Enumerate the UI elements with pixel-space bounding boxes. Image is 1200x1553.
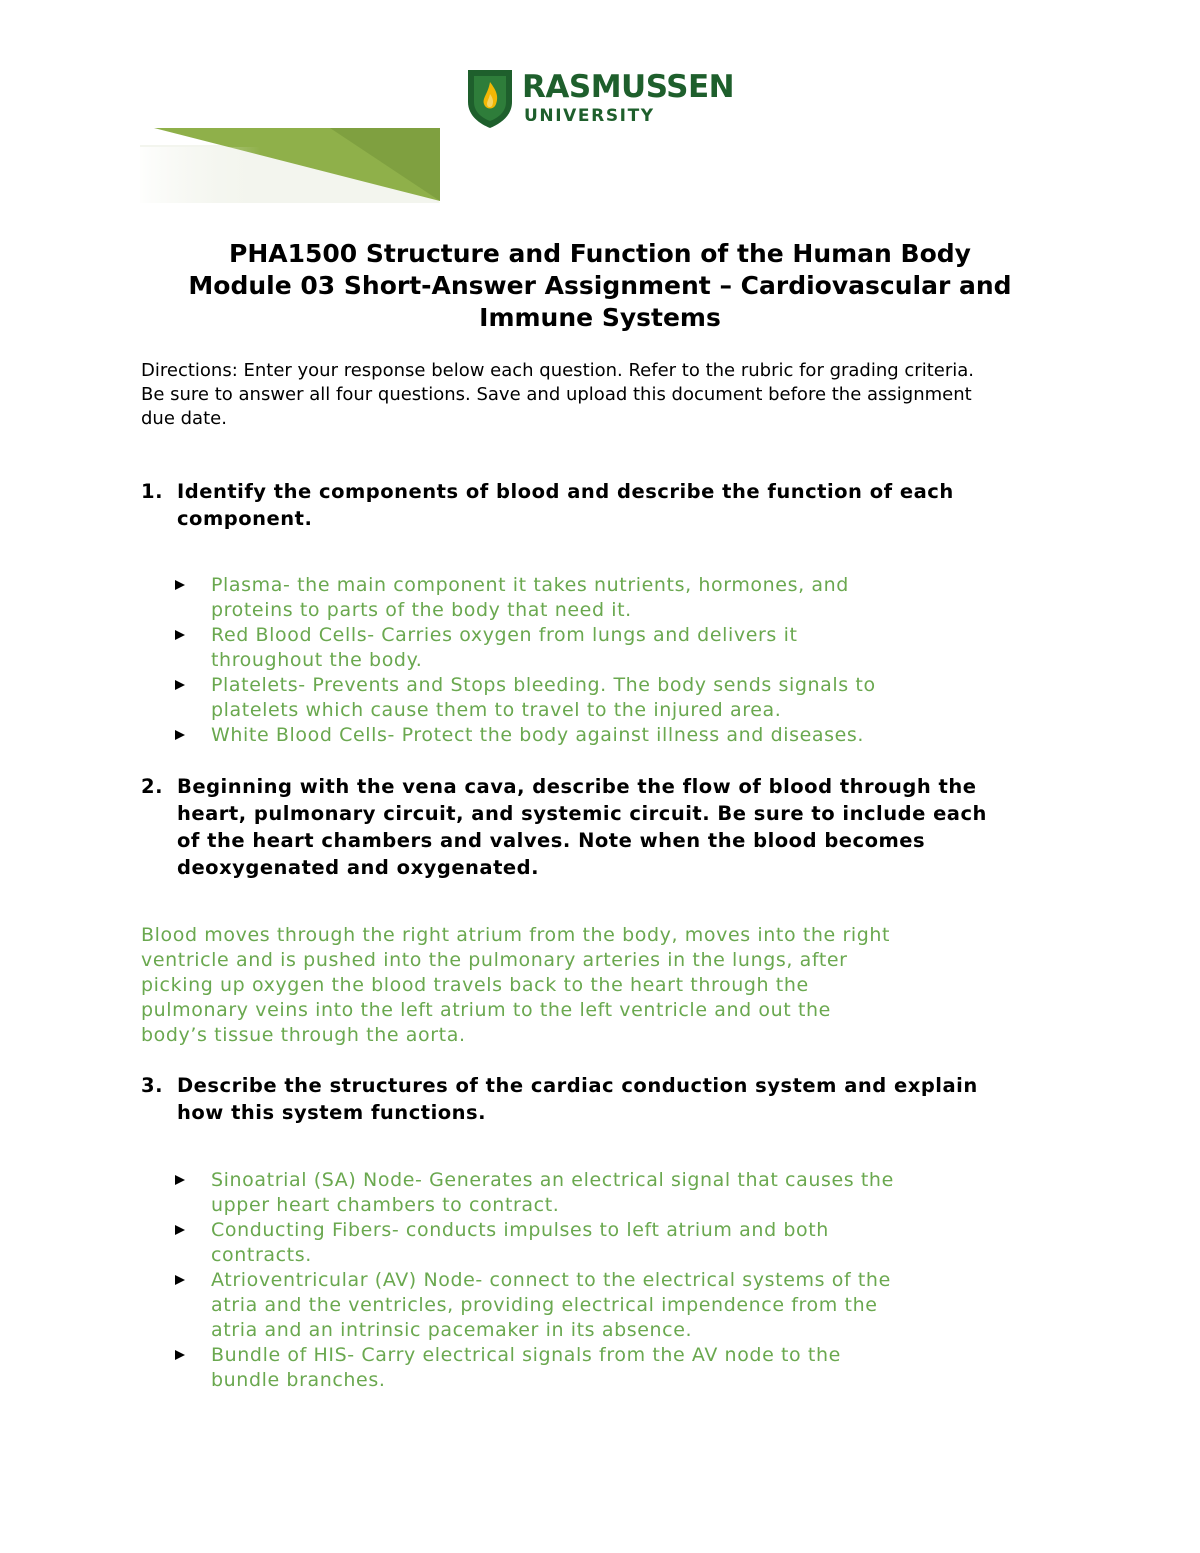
question-3: [141, 1072, 1061, 1126]
list-item: [141, 673, 1061, 723]
answer-line: Sinoatrial (SA) Node- Generates an electrical signal that causes the: [211, 1169, 894, 1191]
list-item: [141, 1343, 1061, 1393]
question-line: Beginning with the vena cava, describe the flow of blood through the: [177, 775, 977, 798]
answer-line: White Blood Cells- Protect the body against illness and diseases.: [211, 724, 865, 746]
logo-subtitle: UNIVERSITY: [524, 106, 655, 126]
bullet-icon: [175, 1349, 185, 1361]
directions-line: Be sure to answer all four questions. Save and upload this document before the assignment: [141, 384, 972, 405]
answer-line: Platelets- Prevents and Stops bleeding. The body sends signals to: [211, 674, 876, 696]
question-number: 3.: [141, 1074, 163, 1097]
question-line: heart, pulmonary circuit, and systemic circuit. Be sure to include each: [177, 802, 987, 825]
answer-line: Blood moves through the right atrium from the body, moves into the right: [141, 924, 891, 946]
question-line: component.: [177, 507, 313, 530]
question-2: [141, 773, 1061, 881]
answer-line: Red Blood Cells- Carries oxygen from lungs and delivers it: [211, 624, 798, 646]
question-line: how this system functions.: [177, 1101, 487, 1124]
answer-line: proteins to parts of the body that need it.: [211, 599, 632, 621]
shield-flame-icon: [466, 68, 514, 130]
list-item: [141, 1168, 1061, 1218]
question-1: [141, 478, 1061, 532]
answer-line: contracts.: [211, 1244, 312, 1266]
document-title: [130, 238, 1070, 334]
question-line: deoxygenated and oxygenated.: [177, 856, 540, 879]
bullet-icon: [175, 1274, 185, 1286]
answer-line: atria and the ventricles, providing electrical impendence from the: [211, 1294, 878, 1316]
question-line: Describe the structures of the cardiac conduction system and explain: [177, 1074, 978, 1097]
list-item: [141, 723, 1061, 748]
bullet-icon: [175, 579, 185, 591]
header-banner-graphic: [140, 125, 445, 207]
answer-line: body’s tissue through the aorta.: [141, 1024, 466, 1046]
answer-line: bundle branches.: [211, 1369, 386, 1391]
answer-line: Conducting Fibers- conducts impulses to left atrium and both: [211, 1219, 829, 1241]
answer-line: platelets which cause them to travel to the injured area.: [211, 699, 782, 721]
list-item: [141, 1218, 1061, 1268]
list-item: [141, 623, 1061, 673]
title-line: PHA1500 Structure and Function of the Human Body: [229, 239, 971, 268]
question-number: 1.: [141, 480, 163, 503]
answer-line: upper heart chambers to contract.: [211, 1194, 560, 1216]
answer-list-3: [141, 1168, 1061, 1393]
answer-line: Bundle of HIS- Carry electrical signals from the AV node to the: [211, 1344, 841, 1366]
answer-line: throughout the body.: [211, 649, 423, 671]
bullet-icon: [175, 629, 185, 641]
answer-line: ventricle and is pushed into the pulmonary arteries in the lungs, after: [141, 949, 848, 971]
answer-list-1: [141, 573, 1061, 748]
title-line: Immune Systems: [479, 303, 721, 332]
answer-line: picking up oxygen the blood travels back to the heart through the: [141, 974, 809, 996]
question-line: Identify the components of blood and describe the function of each: [177, 480, 954, 503]
bullet-icon: [175, 1224, 185, 1236]
list-item: [141, 1268, 1061, 1343]
answer-line: Plasma- the main component it takes nutrients, hormones, and: [211, 574, 849, 596]
answer-line: atria and an intrinsic pacemaker in its absence.: [211, 1319, 693, 1341]
directions: [141, 359, 1071, 431]
question-line: of the heart chambers and valves. Note when the blood becomes: [177, 829, 926, 852]
question-number: 2.: [141, 775, 163, 798]
logo-name: RASMUSSEN: [522, 69, 735, 105]
bullet-icon: [175, 1174, 185, 1186]
directions-line: due date.: [141, 408, 227, 429]
bullet-icon: [175, 679, 185, 691]
title-line: Module 03 Short-Answer Assignment – Cardiovascular and: [188, 271, 1012, 300]
bullet-icon: [175, 729, 185, 741]
answer-paragraph-2: [141, 923, 1061, 1048]
answer-line: Atrioventricular (AV) Node- connect to the electrical systems of the: [211, 1269, 891, 1291]
list-item: [141, 573, 1061, 623]
answer-line: pulmonary veins into the left atrium to the left ventricle and out the: [141, 999, 831, 1021]
directions-line: Directions: Enter your response below each question. Refer to the rubric for grading criteria.: [141, 360, 974, 381]
university-logo: [466, 68, 746, 130]
